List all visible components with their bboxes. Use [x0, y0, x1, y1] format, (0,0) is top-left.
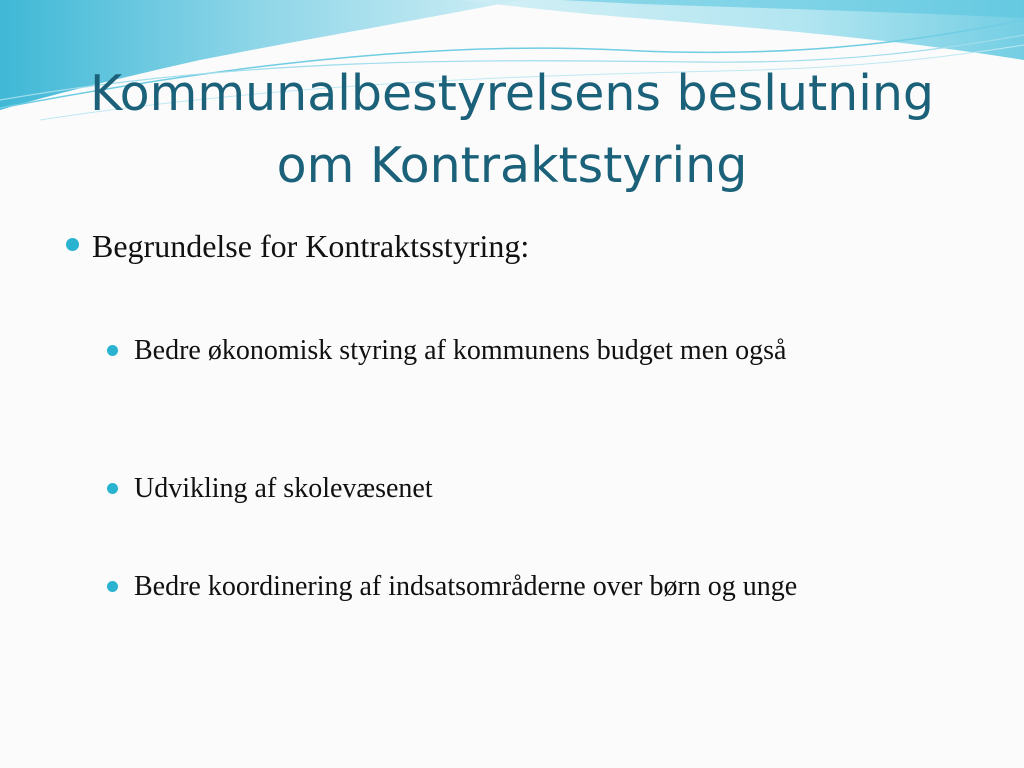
- bullet-level1: [92, 222, 972, 270]
- sub-bullet-text: Bedre økonomisk styring af kommunens budget men også: [134, 335, 787, 366]
- sub-bullet-koordinering: [134, 566, 954, 608]
- slide-title: [40, 58, 984, 202]
- bullet-marker: [107, 345, 118, 356]
- sub-bullet-budget: [134, 330, 954, 372]
- bullet-marker: [107, 581, 118, 592]
- sub-bullet-text: Bedre koordinering af indsatsområderne over børn og unge: [134, 571, 798, 602]
- bullet-text: Begrundelse for Kontraktsstyring:: [92, 228, 530, 264]
- slide-title-line-1: Kommunalbestyrelsens beslutning: [89, 65, 935, 122]
- slide-title-line-2: om Kontraktstyring: [276, 137, 748, 194]
- bullet-marker: [66, 238, 79, 251]
- bullet-marker: [107, 483, 118, 494]
- sub-bullet-skolevaesen: [134, 468, 954, 510]
- sub-bullet-text: Udvikling af skolevæsenet: [134, 473, 433, 504]
